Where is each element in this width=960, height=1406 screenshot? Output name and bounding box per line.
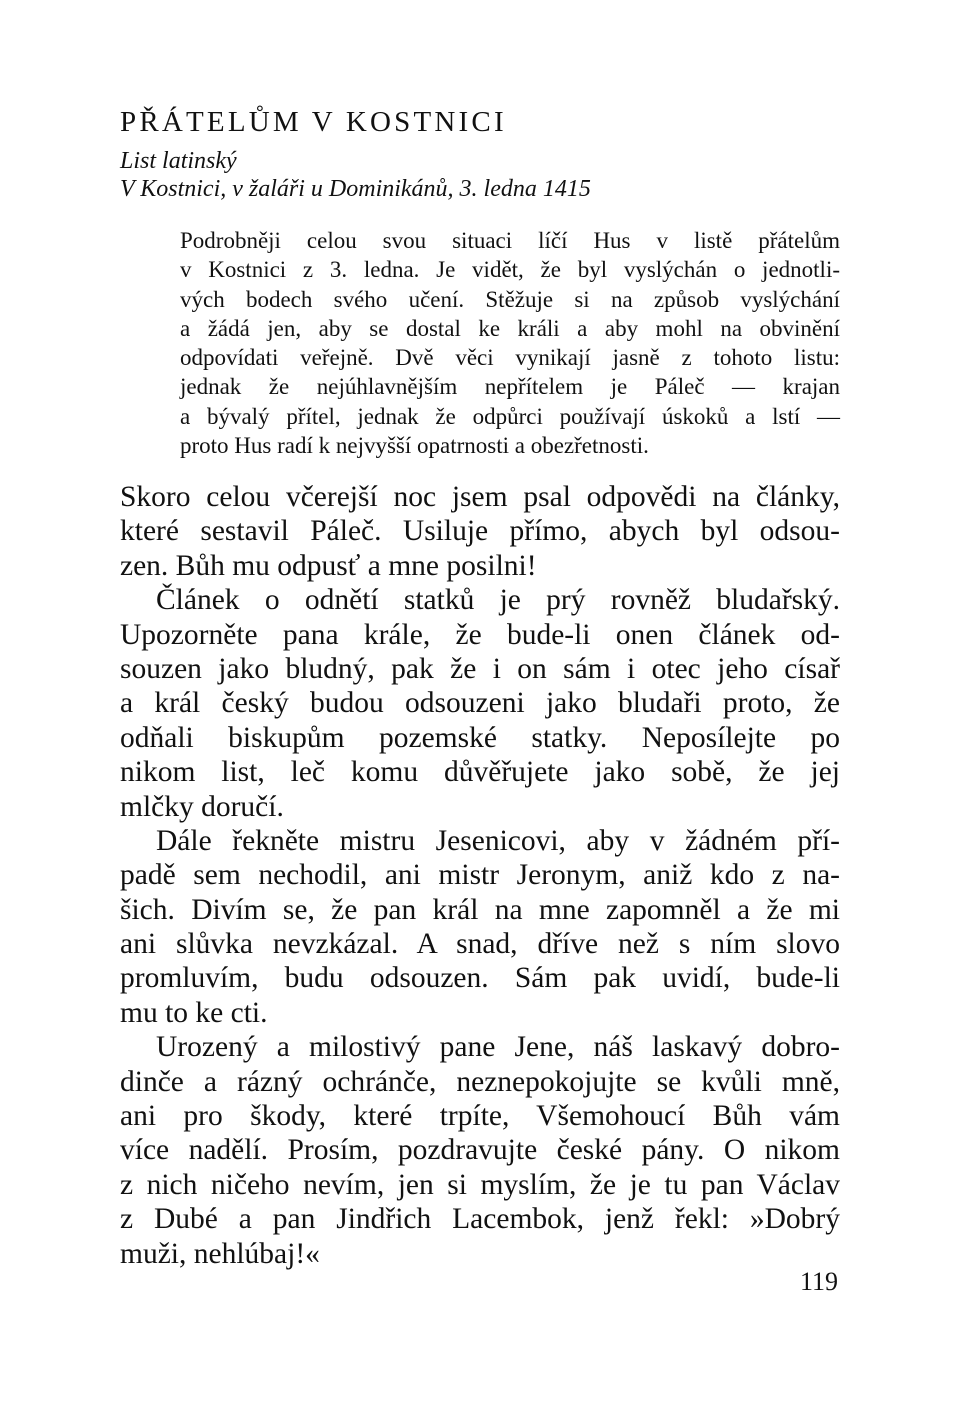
intro-line: a bývalý přítel, jednak že odpůrci používají úskoků a lstí — (180, 403, 840, 429)
letter-type: List latinský (120, 148, 237, 174)
body-line: mlčky doručí. (120, 790, 284, 823)
body-line: Skoro celou včerejší noc jsem psal odpovědi na články, (120, 481, 840, 513)
intro-line: proto Hus radí k nejvyšší opatrnosti a obezřetnosti. (180, 433, 649, 459)
body-line: Urozený a milostivý pane Jene, náš laskavý dobro- (156, 1031, 840, 1064)
intro-paragraph (180, 226, 840, 460)
body-line: více nadělí. Prosím, pozdravujte české pány. O nikom (120, 1134, 840, 1167)
body-line: z nich ničeho nevím, jen si myslím, že je tu pan Václav (120, 1168, 840, 1201)
body-line: ani pro škody, které trpíte, Všemohoucí Bůh vám (120, 1100, 840, 1133)
letter-body (120, 480, 840, 1271)
intro-line: odpovídati veřejně. Dvě věci vynikají jasně z tohoto listu: (180, 345, 840, 371)
intro-line: Podrobněji celou svou situaci líčí Hus v listě přátelům (180, 228, 840, 253)
intro-line: v Kostnici z 3. ledna. Je vidět, že byl vyslýchán o jednotli- (180, 257, 840, 283)
place-and-date: V Kostnici, v žaláři u Dominikánů, 3. ledna 1415 (120, 176, 591, 202)
body-line: zen. Bůh mu odpusť a mne posilni! (120, 549, 537, 582)
body-line: Upozorněte pana krále, že bude-li onen článek od- (120, 618, 840, 651)
page-number: 119 (799, 1267, 838, 1296)
body-line: promluvím, budu odsouzen. Sám pak uvidí, bude-li (120, 962, 840, 995)
intro-line: a žádá jen, aby se dostal ke králi a aby mohl na obvinění (180, 315, 840, 341)
body-line: z Dubé a pan Jindřich Lacembok, jenž řekl: »Dobrý (120, 1203, 840, 1236)
body-line: odňali biskupům pozemské statky. Neposílejte po (120, 721, 840, 754)
body-line: a král český budou odsouzeni jako bludaři proto, že (120, 687, 840, 720)
body-line: padě sem nechodil, ani mistr Jeronym, aniž kdo z na- (120, 859, 840, 892)
body-line: šich. Divím se, že pan král na mne zapomněl a že mi (120, 893, 840, 926)
body-line: nikom list, leč komu důvěřujete jako sobě, že jej (120, 756, 840, 789)
intro-line: jednak že nejúhlavnějším nepřítelem je Páleč — krajan (180, 374, 840, 400)
body-line: Dále řekněte mistru Jesenicovi, aby v žádném pří- (156, 824, 840, 857)
page-title: PŘÁTELŮM V KOSTNICI (120, 106, 507, 138)
body-line: které sestavil Páleč. Usiluje přímo, abych byl odsou- (120, 515, 840, 548)
body-line: ani slůvka nevzkázal. A snad, dříve než s ním slovo (120, 928, 840, 961)
body-line: souzen jako bludný, pak že i on sám i otec jeho císař (120, 652, 840, 685)
body-line: mu to ke cti. (120, 996, 268, 1029)
intro-line: vých bodech svého učení. Stěžuje si na způsob vyslýchání (180, 286, 840, 312)
body-line: dinče a rázný ochránče, neznepokojujte se kvůli mně, (120, 1065, 840, 1098)
body-line: Článek o odnětí statků je prý rovněž bludařský. (156, 584, 840, 617)
body-line: muži, nehlúbaj!« (120, 1237, 320, 1270)
